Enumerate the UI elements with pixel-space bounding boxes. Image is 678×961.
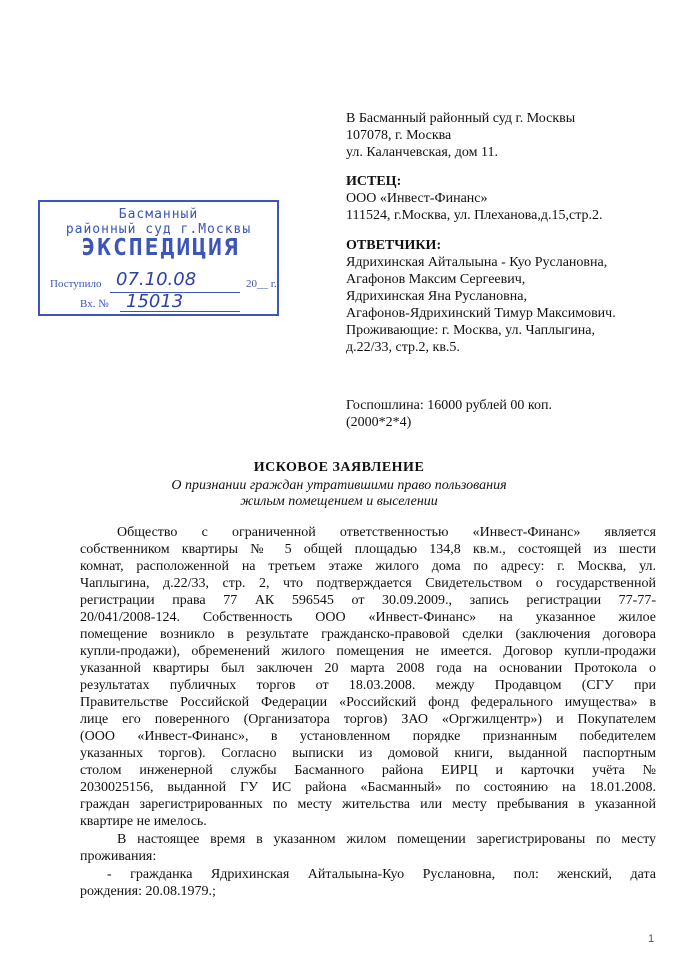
paragraph-1 <box>80 524 656 830</box>
text-line: рождения: 20.08.1979.; <box>80 884 216 899</box>
paragraph-2 <box>80 831 656 865</box>
text-line: 2030025156, выданной ГУ ИС района «Басманный» по состоянию на 18.01.2008. <box>80 780 656 795</box>
document-subtitle-1: О признании граждан утратившими право пользования <box>171 478 507 493</box>
text-line: лице его поверенного (Организатора торгов) ЗАО «Оргжилцентр») и Покупателем <box>80 712 656 727</box>
plaintiff-address: 111524, г.Москва, ул. Плеханова,д.15,стр.2. <box>346 208 603 223</box>
text-line: квартире не имелось. <box>80 814 207 829</box>
court-street: ул. Каланчевская, дом 11. <box>346 145 498 160</box>
plaintiff-name: ООО «Инвест-Финанс» <box>346 191 488 206</box>
court-address <box>346 110 575 161</box>
plaintiff-block <box>346 173 603 224</box>
stamp-number-value: 15013 <box>126 291 184 312</box>
text-line: - гражданка Ядрихинская Айталыына-Куо Руслановна, пол: женский, дата <box>107 867 656 882</box>
stamp-received-date: 07.10.08 <box>116 269 197 290</box>
stamp-year-suffix: 20__ г. <box>246 278 277 290</box>
page-number: 1 <box>648 933 655 945</box>
text-line: помещение возникло в результате гражданско-правовой сделки (заключения договора <box>80 627 656 642</box>
text-line: 20/041/2008-124. Собственность ООО «Инвест-Финанс» на указанное жилое <box>80 610 656 625</box>
defendant-line: Агафонов-Ядрихинский Тимур Максимович. <box>346 306 616 321</box>
defendant-line: Ядрихинская Айталыына - Куо Руслановна, <box>346 255 608 270</box>
text-line: Чаплыгина, д.22/33, стр. 2, что подтверждается Свидетельством о государственной <box>80 576 656 591</box>
state-fee: Госпошлина: 16000 рублей 00 коп. <box>346 398 552 413</box>
defendants-residence-cont: д.22/33, стр.2, кв.5. <box>346 340 460 355</box>
plaintiff-header: ИСТЕЦ: <box>346 174 402 189</box>
text-line: столом инженерной службы Басманного района ЕИРЦ и карточки учёта № <box>80 763 656 778</box>
stamp-line-1: Басманный <box>118 207 199 222</box>
defendants-header: ОТВЕТЧИКИ: <box>346 238 442 253</box>
stamp-number-label: Вх. № <box>80 298 109 310</box>
stamp-line-3: ЭКСПЕДИЦИЯ <box>81 235 240 261</box>
text-line: проживания: <box>80 849 157 864</box>
defendants-residence: Проживающие: г. Москва, ул. Чаплыгина, <box>346 323 595 338</box>
text-line: регистрации права 77 АК 596545 от 30.09.2009., запись регистрации 77-77- <box>80 593 656 608</box>
court-name: В Басманный районный суд г. Москвы <box>346 111 576 126</box>
document-subtitle-2: жилым помещением и выселении <box>240 494 438 509</box>
defendant-line: Агафонов Максим Сергеевич, <box>346 272 526 287</box>
text-line: граждан зарегистрированных по месту жительства или месту пребывания в указанной <box>80 797 656 812</box>
text-line: указанных торгов). Согласно выписки из домовой книги, выданной паспортным <box>80 746 656 761</box>
defendant-line: Ядрихинская Яна Руслановна, <box>346 289 527 304</box>
text-line: указанной квартиры был заключен 20 марта 2008 года на основании Протокола о <box>80 661 656 676</box>
state-fee-calc: (2000*2*4) <box>346 415 412 430</box>
text-line: (ООО «Инвест-Финанс», в установленном порядке признанным победителем <box>80 729 656 744</box>
paragraph-3 <box>80 866 656 900</box>
stamp-received-label: Поступило <box>50 278 102 290</box>
defendants-block <box>346 237 616 356</box>
text-line: собственником квартиры № 5 общей площадью 134,8 кв.м., состоящей из шести <box>80 542 656 557</box>
state-fee-block <box>346 397 552 431</box>
text-line: В настоящее время в указанном жилом помещении зарегистрированы по месту <box>117 832 656 847</box>
court-stamp <box>38 200 279 316</box>
court-zip-city: 107078, г. Москва <box>346 128 452 143</box>
text-line: комнат, расположенной на третьем этаже жилого дома по адресу: г. Москва, ул. <box>80 559 656 574</box>
text-line: купли-продажи), обременений жилого помещения не имеется. Договор купли-продажи <box>80 644 656 659</box>
stamp-line-2: районный суд г.Москвы <box>65 222 252 237</box>
text-line: результатах публичных торгов от 18.03.2008. между Продавцом (СГУ при <box>80 678 656 693</box>
text-line: Правительстве Российской Федерации «Российский фонд федерального имущества» в <box>80 695 656 710</box>
text-line: Общество с ограниченной ответственностью «Инвест-Финанс» является <box>117 525 656 540</box>
document-title: ИСКОВОЕ ЗАЯВЛЕНИЕ <box>253 460 425 475</box>
